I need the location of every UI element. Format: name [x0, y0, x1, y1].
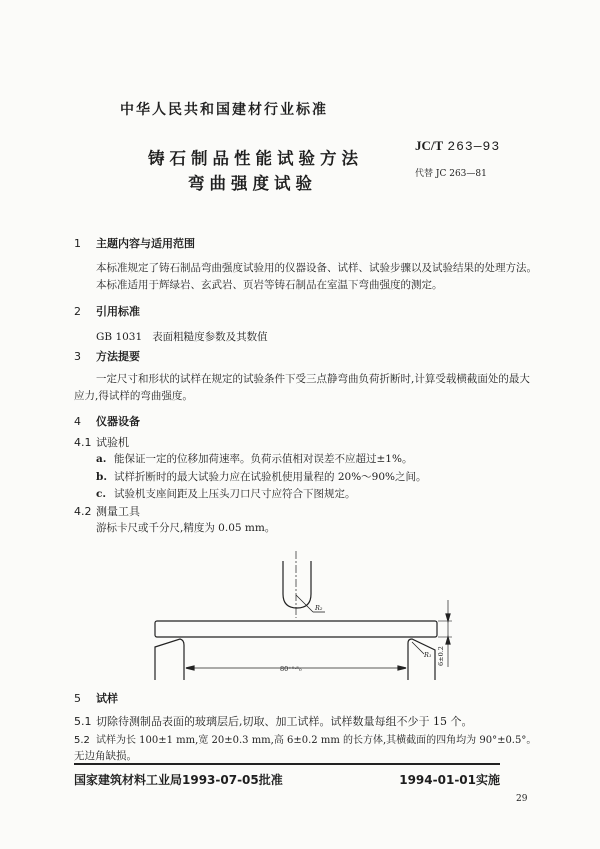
code-number: 263—93: [447, 139, 501, 154]
page-number: 29: [516, 794, 528, 804]
section-1-para-2: 本标准适用于辉绿岩、玄武岩、页岩等铸石制品在室温下弯曲强度的测定。: [96, 279, 443, 291]
section-5-1: 5.1 切除待测制品表面的玻璃层后,切取、加工试样。试样数量每组不少于 15 个。: [74, 715, 473, 728]
section-5-heading: 5 试样: [74, 692, 118, 705]
section-2-heading: 2 引用标准: [74, 305, 140, 318]
r1-label: R₁: [424, 651, 432, 659]
section-3-heading: 3 方法提要: [74, 350, 140, 363]
list-item: a. 能保证一定的位移加荷速率。负荷示值相对误差不应超过±1%。: [96, 453, 413, 465]
document-title: 铸石制品性能试验方法: [148, 149, 363, 168]
issuing-body: 中华人民共和国建材行业标准: [120, 102, 328, 118]
section-3-para-2: 应力,得试样的弯曲强度。: [74, 390, 193, 402]
section-4-2-heading: 4.2 测量工具: [74, 505, 140, 518]
r2-label: R₂: [315, 604, 323, 612]
footer-divider: [74, 763, 500, 765]
document-subtitle: 弯曲强度试验: [188, 174, 317, 193]
replaces-note: 代替 JC 263—81: [415, 169, 487, 179]
thickness-label: 6±0.2: [437, 646, 445, 666]
specimen-beam: [155, 621, 437, 637]
section-1-para-1: 本标准规定了铸石制品弯曲强度试验用的仪器设备、试样、试验步骤以及试验结果的处理方法。: [96, 262, 537, 274]
right-support: [408, 639, 435, 680]
section-3-para-1: 一定尺寸和形状的试样在规定的试验条件下受三点静弯曲负荷折断时,计算受载横截面处的最大: [96, 373, 530, 385]
section-4-1-heading: 4.1 试验机: [74, 436, 129, 449]
reference-standard: GB 1031 表面粗糙度参数及其数值: [96, 331, 268, 343]
left-support: [155, 639, 184, 680]
section-1-heading: 1 主题内容与适用范围: [74, 237, 195, 250]
loading-nose: [283, 561, 311, 608]
span-label: 80⁺⁰·⁵₀: [280, 665, 302, 673]
section-5-2: 5.2 试样为长 100±1 mm,宽 20±0.3 mm,高 6±0.2 mm 的长方体,其横截面的四角均为 90°±0.5°。: [74, 735, 537, 746]
code-prefix: JC/T: [415, 138, 444, 153]
effective-date: 1994-01-01实施: [399, 773, 500, 787]
section-4-2-text: 游标卡尺或千分尺,精度为 0.05 mm。: [96, 522, 276, 534]
list-item: b. 试样折断时的最大试验力应在试验机使用量程的 20%～90%之间。: [96, 471, 427, 483]
list-item: c. 试验机支座间距及上压头刀口尺寸应符合下图规定。: [96, 488, 356, 500]
approval-date: 国家建筑材料工业局1993-07-05批准: [74, 773, 283, 787]
section-5-2-cont: 无边角缺损。: [74, 750, 137, 762]
section-4-heading: 4 仪器设备: [74, 415, 140, 428]
